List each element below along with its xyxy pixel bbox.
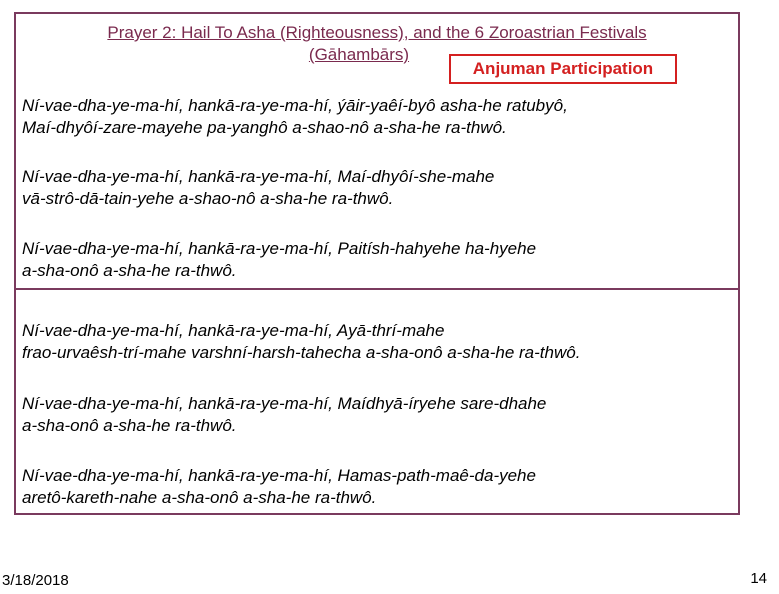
anjuman-participation-badge: Anjuman Participation <box>449 54 677 84</box>
verse-6 <box>22 465 536 509</box>
title-line-1: Prayer 2: Hail To Asha (Righteousness), and the 6 Zoroastrian Festivals <box>107 23 647 42</box>
verse-4-line-1: Ní-vae-dha-ye-ma-hí, hankā-ra-ye-ma-hí, Ayā-thrí-mahe <box>22 321 445 340</box>
verse-2-line-2: vā-strô-dā-tain-yehe a-shao-nô a-sha-he ra-thwô. <box>22 189 394 208</box>
verse-6-line-1: Ní-vae-dha-ye-ma-hí, hankā-ra-ye-ma-hí, Hamas-path-maê-da-yehe <box>22 466 536 485</box>
verse-4 <box>22 320 580 364</box>
verse-5 <box>22 393 546 437</box>
verse-1-line-2: Maí-dhyôí-zare-mayehe pa-yanghô a-shao-nô a-sha-he ra-thwô. <box>22 118 507 137</box>
verse-6-line-2: aretô-kareth-nahe a-sha-onô a-sha-he ra-thwô. <box>22 488 377 507</box>
verse-3-line-1: Ní-vae-dha-ye-ma-hí, hankā-ra-ye-ma-hí, Paitísh-hahyehe ha-hyehe <box>22 239 537 258</box>
footer-date: 3/18/2018 <box>2 572 69 589</box>
verse-5-line-2: a-sha-onô a-sha-he ra-thwô. <box>22 416 237 435</box>
verse-4-line-2: frao-urvaêsh-trí-mahe varshní-harsh-tahecha a-sha-onô a-sha-he ra-thwô. <box>22 343 581 362</box>
verse-3 <box>22 238 536 282</box>
page-number: 14 <box>750 570 767 587</box>
title-line-2: (Gāhambārs) <box>308 45 410 64</box>
verse-2 <box>22 166 494 210</box>
verse-3-line-2: a-sha-onô a-sha-he ra-thwô. <box>22 261 237 280</box>
verse-1 <box>22 95 568 139</box>
verse-1-line-1: Ní-vae-dha-ye-ma-hí, hankā-ra-ye-ma-hí, ýāir-yaêí-byô asha-he ratubyô, <box>22 96 568 115</box>
section-divider <box>14 288 740 290</box>
verse-5-line-1: Ní-vae-dha-ye-ma-hí, hankā-ra-ye-ma-hí, Maídhyā-íryehe sare-dhahe <box>22 394 547 413</box>
verse-2-line-1: Ní-vae-dha-ye-ma-hí, hankā-ra-ye-ma-hí, Maí-dhyôí-she-mahe <box>22 167 495 186</box>
